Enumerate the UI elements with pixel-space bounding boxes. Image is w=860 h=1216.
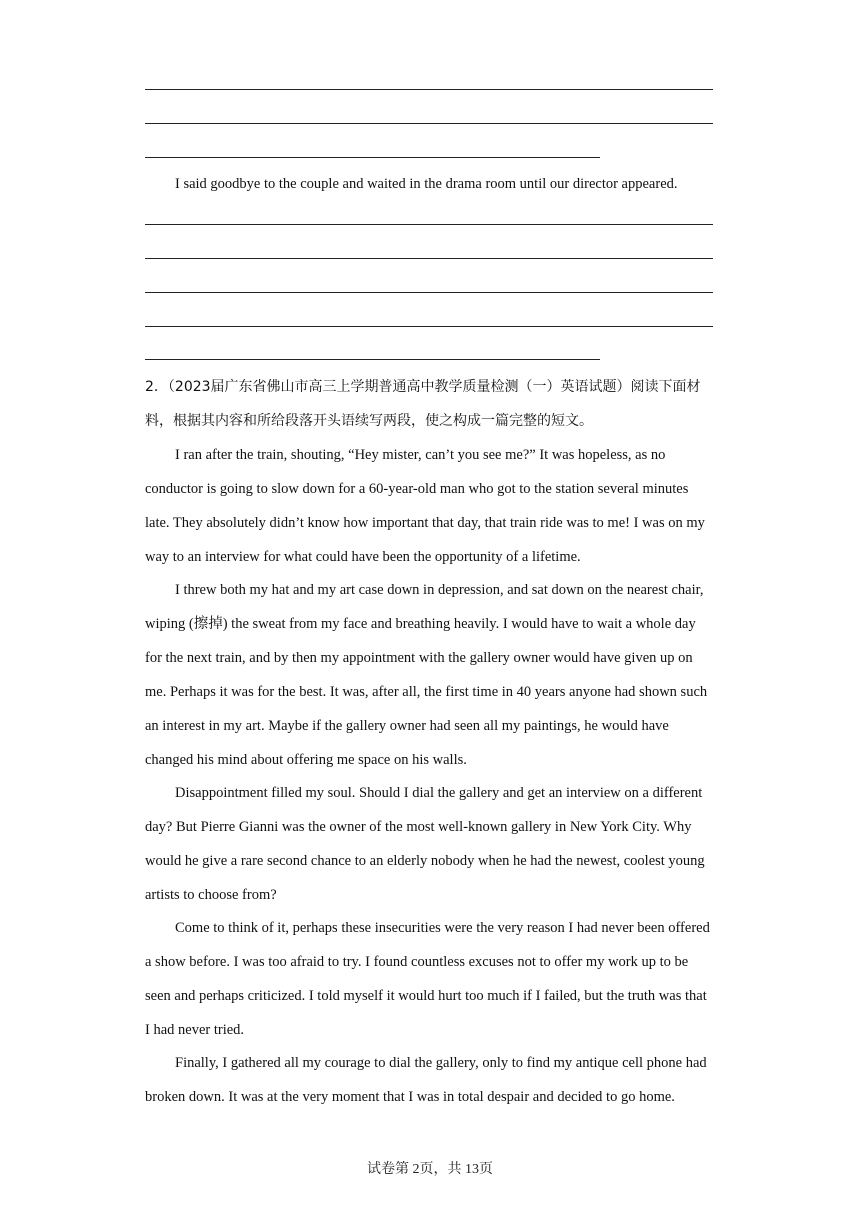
answer-line-short	[145, 157, 600, 158]
answer-line	[145, 224, 713, 225]
page-footer: 试卷第 2页，共 13页	[367, 1162, 493, 1177]
passage-paragraph-2: I threw both my hat and my art case down in depression, and sat down on the nearest chair, wiping (擦掉) the sweat from my face and breathing heavily. I would have to wait a whole day for the next train, and by then my appointment with the gallery owner would have given up on me. Perhaps it was for the best. It was, after all, the first time in 40 years anyone had shown such an interest in my art. Maybe if the gallery owner had seen all my paintings, he would have changed his mind about offering me space on his walls.	[145, 582, 708, 768]
passage-paragraph-3: Disappointment filled my soul. Should I dial the gallery and get an interview on a different day? But Pierre Gianni was the owner of the most well-known gallery in New York City. Why would he give a rare second chance to an elderly nobody when he had the newest, coolest young artists to choose from?	[145, 785, 705, 903]
question-intro: 2．（2023届广东省佛山市高三上学期普通高中教学质量检测（一）英语试题）阅读下面材料，根据其内容和所给段落开头语续写两段，使之构成一篇完整的短文。	[145, 379, 701, 429]
answer-line-short	[145, 359, 600, 360]
answer-line	[145, 258, 713, 259]
passage-paragraph-4: Come to think of it, perhaps these insecurities were the very reason I had never been offered a show before. I was too afraid to try. I found countless excuses not to offer my work up to be seen and perhaps criticized. I told myself it would hurt too much if I failed, but the truth was that I had never tried.	[145, 920, 710, 1038]
answer-line	[145, 326, 713, 327]
answer-line	[145, 89, 713, 90]
answer-line	[145, 123, 713, 124]
passage-paragraph-1: I ran after the train, shouting, “Hey mister, can’t you see me?” It was hopeless, as no conductor is going to slow down for a 60-year-old man who got to the station several minutes late. They absolutely didn’t know how important that day, that train ride was to me! I was on my way to an interview for what could have been the opportunity of a lifetime.	[145, 447, 705, 565]
answer-line	[145, 292, 713, 293]
passage-paragraph-5: Finally, I gathered all my courage to dial the gallery, only to find my antique cell phone had broken down. It was at the very moment that I was in total despair and decided to go home.	[145, 1055, 707, 1105]
continuation-prompt: I said goodbye to the couple and waited in the drama room until our director appeared.	[175, 176, 678, 192]
